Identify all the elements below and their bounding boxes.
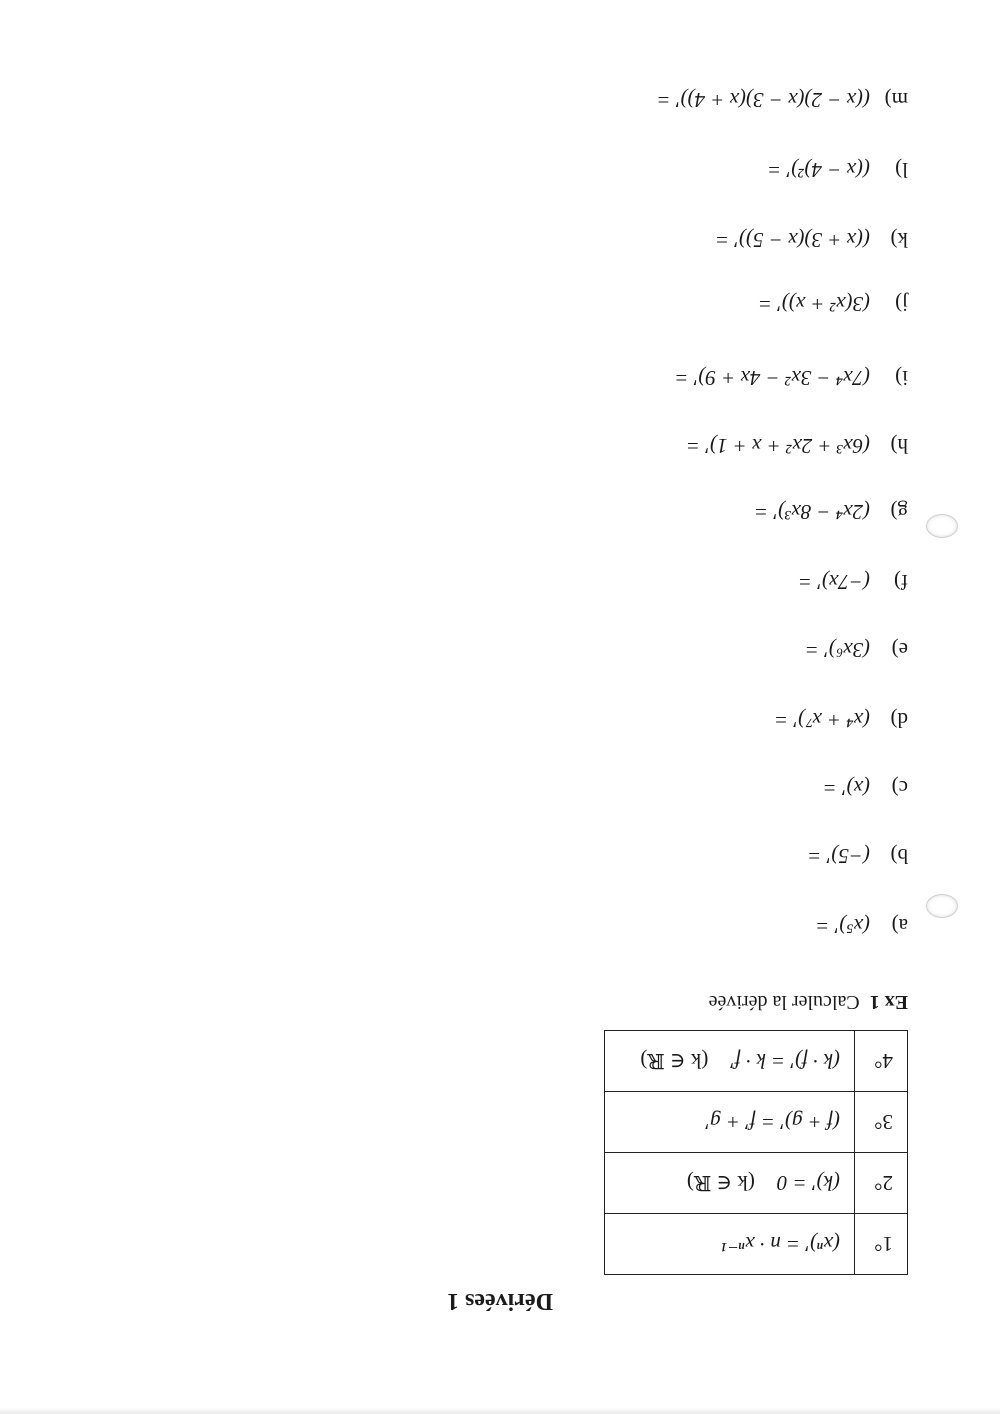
exercise-item [674,365,908,390]
item-expression: (−5)′ = [807,844,870,868]
page-title: Dérivées 1 [447,1288,553,1314]
rule-row [605,1214,908,1275]
item-expression: (6x³ + 2x² + x + 1)′ = [685,434,870,458]
rule-formula [605,1031,855,1092]
item-label: b) [890,844,908,868]
item-label: a) [891,914,908,938]
exercise-heading [709,990,908,1013]
item-expression: (x⁵)′ = [815,914,870,938]
rule-formula [605,1153,855,1214]
rule-number: 3° [855,1092,908,1153]
item-expression: (x)′ = [822,776,870,800]
rule-formula-text: (xⁿ)′ = n · xⁿ⁻¹ [721,1232,840,1257]
exercise-instruction: Calculer la dérivée [708,991,860,1013]
punch-hole-mark [926,894,958,918]
item-label: e) [891,638,908,662]
item-label: m) [884,88,908,112]
exercise-item [807,843,908,868]
item-expression: ((x + 3)(x − 5))′ = [715,228,870,252]
item-expression: (−7x)′ = [798,570,870,594]
rule-row [605,1153,908,1214]
punch-hole-mark [926,514,958,538]
exercise-item [754,499,908,524]
rule-number: 1° [855,1214,908,1275]
item-label: f) [894,570,908,594]
rule-note: (k ∈ ℝ) [640,1049,709,1074]
exercise-number: Ex 1 [869,991,908,1013]
item-label: j) [895,292,908,316]
exercise-item [798,569,908,594]
rule-row [605,1092,908,1153]
exercise-item [815,913,908,938]
exercise-item [774,707,908,732]
rule-formula-text: (k · f)′ = k · f′ [730,1049,840,1074]
item-label: g) [890,500,908,524]
scan-edge-top [0,1408,1000,1414]
item-label: d) [890,708,908,732]
rule-formula-text: (k)′ = 0 [776,1171,840,1196]
exercise-item [686,433,908,458]
derivative-rules-table [604,1030,908,1275]
rule-note: (k ∈ ℝ) [686,1171,755,1196]
exercise-item [657,87,908,112]
item-expression: (3x⁶)′ = [804,638,870,662]
item-expression: ((x − 4)²)′ = [767,158,870,182]
exercise-item [715,227,908,252]
item-label: i) [895,366,908,390]
item-expression: ((x − 2)(x − 3)(x + 4))′ = [656,88,870,112]
item-expression: (7x⁴ − 3x² − 4x + 9)′ = [674,366,870,390]
item-label: l) [895,158,908,182]
rule-row [605,1031,908,1092]
item-expression: (x⁴ + x⁷)′ = [774,708,870,732]
rule-number: 2° [855,1153,908,1214]
exercise-item [767,157,908,182]
item-label: c) [891,776,908,800]
item-label: h) [890,434,908,458]
rule-formula-text: (f + g)′ = f′ + g′ [705,1110,840,1135]
item-expression: (2x⁴ − 8x³)′ = [754,500,870,524]
rule-formula [605,1092,855,1153]
exercise-item [805,637,908,662]
item-expression: (3(x² + x))′ = [757,292,870,316]
rule-number: 4° [855,1031,908,1092]
item-label: k) [890,228,908,252]
exercise-item [758,291,908,316]
exercise-item [823,775,908,800]
rule-formula [605,1214,855,1275]
